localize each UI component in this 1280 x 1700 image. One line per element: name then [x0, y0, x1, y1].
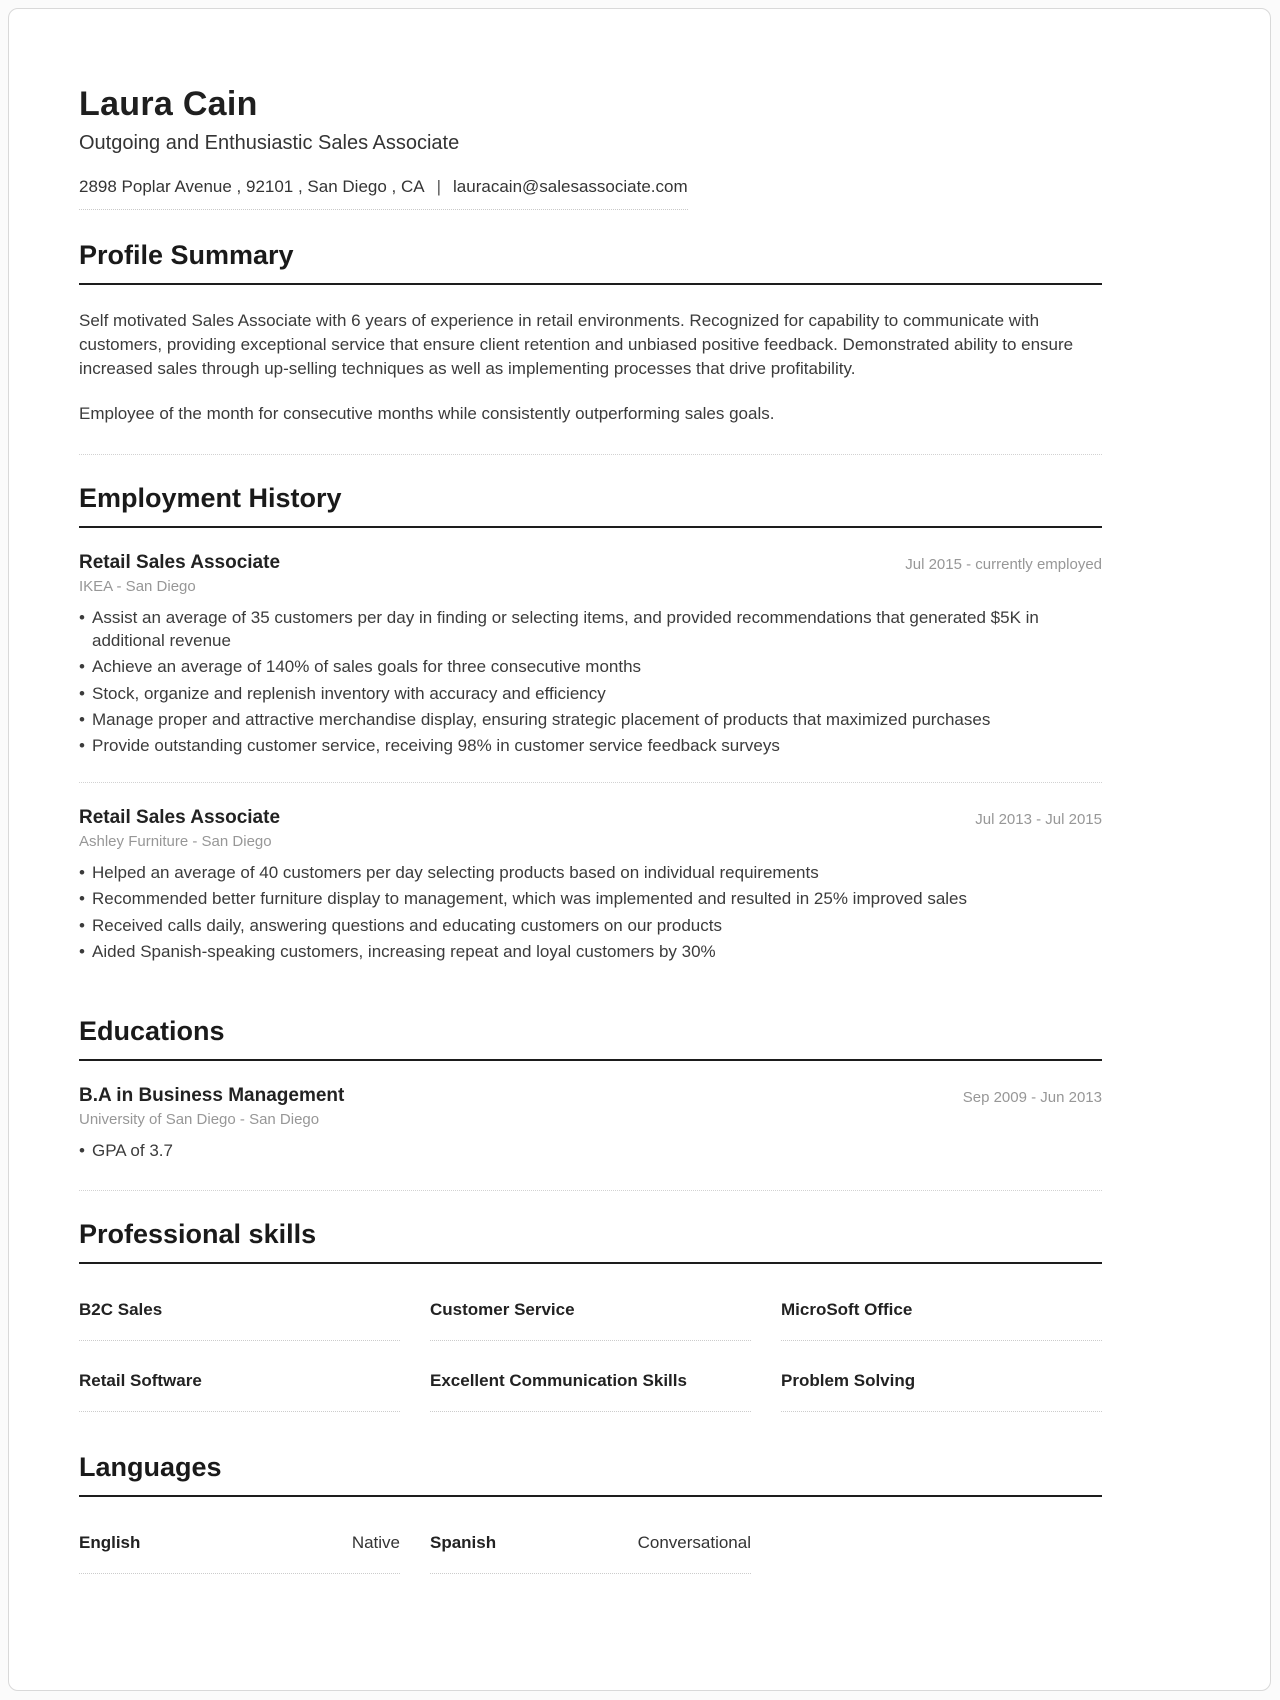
job-bullet: • Recommended better furniture display to management, which was implemented and resulted in 25% improved sales: [79, 888, 1102, 910]
education-bullet-list: [79, 1140, 1102, 1162]
person-job-title: Outgoing and Enthusiastic Sales Associate: [79, 132, 460, 154]
job-bullet: • Achieve an average of 140% of sales goals for three consecutive months: [79, 656, 1102, 678]
skill-item: Retail Software: [79, 1371, 400, 1412]
contact-separator: |: [436, 177, 442, 196]
skills-section: [79, 1219, 1102, 1412]
profile-summary-heading: Profile Summary: [79, 240, 1102, 285]
language-item: [79, 1533, 400, 1574]
entry-divider: [79, 782, 1102, 783]
education-section: [79, 1016, 1102, 1162]
job-bullet: • Manage proper and attractive merchandise display, ensuring strategic placement of products that maximized purchases: [79, 709, 1102, 731]
employment-history-section: [79, 483, 1102, 963]
job-bullet: • Assist an average of 35 customers per day in finding or selecting items, and provided recommendations that generated $5K in additional revenue: [79, 607, 1102, 652]
language-level: Conversational: [637, 1533, 751, 1552]
school-name: University of San Diego - San Diego: [79, 1110, 320, 1128]
education-header: [79, 1085, 1102, 1128]
job-dates: Jul 2013 - Jul 2015: [975, 810, 1102, 828]
education-dates: Sep 2009 - Jun 2013: [962, 1088, 1102, 1106]
resume-page: [8, 8, 1271, 1691]
job-bullet: • Received calls daily, answering questions and educating customers on our products: [79, 915, 1102, 937]
job-title: Retail Sales Associate: [79, 552, 281, 574]
job-bullet-list: [79, 607, 1102, 758]
skill-item: Customer Service: [430, 1300, 751, 1341]
skill-item: Problem Solving: [781, 1371, 1102, 1412]
job-bullet: • Stock, organize and replenish inventory with accuracy and efficiency: [79, 683, 1102, 705]
job-header: [79, 807, 1102, 850]
language-item: [430, 1533, 751, 1574]
job-company: Ashley Furniture - San Diego: [79, 832, 272, 850]
language-name: English: [79, 1533, 141, 1552]
job-header-left: [79, 552, 280, 595]
language-level: Native: [351, 1533, 400, 1552]
languages-grid: [79, 1533, 1102, 1574]
skill-item: B2C Sales: [79, 1300, 400, 1341]
job-dates: Jul 2015 - currently employed: [905, 556, 1102, 574]
employment-history-heading: Employment History: [79, 483, 1102, 528]
contact-line: [79, 177, 688, 210]
job-bullet: • Aided Spanish-speaking customers, increasing repeat and loyal customers by 30%: [79, 941, 1102, 963]
person-name: Laura Cain: [79, 85, 258, 123]
skill-item: MicroSoft Office: [781, 1300, 1102, 1341]
job-title: Retail Sales Associate: [79, 806, 281, 828]
profile-paragraph: Employee of the month for consecutive months while consistently outperforming sales goals.: [79, 404, 775, 424]
education-entry: [79, 1085, 1102, 1162]
education-heading: Educations: [79, 1016, 1102, 1061]
job-company: IKEA - San Diego: [79, 578, 196, 596]
job-header: [79, 552, 1102, 595]
language-name: Spanish: [430, 1533, 497, 1552]
job-entry: [79, 807, 1102, 964]
contact-email-link[interactable]: lauracain@salesassociate.com: [453, 177, 688, 196]
skills-heading: Professional skills: [79, 1219, 1102, 1264]
section-divider: [79, 1190, 1102, 1191]
section-divider: [79, 454, 1102, 455]
languages-section: [79, 1452, 1102, 1574]
job-bullet: • Helped an average of 40 customers per day selecting products based on individual requirements: [79, 862, 1102, 884]
degree-title: B.A in Business Management: [79, 1084, 345, 1106]
profile-summary-section: [79, 240, 1102, 426]
education-bullet: • GPA of 3.7: [79, 1140, 1102, 1162]
resume-header: [79, 85, 1102, 210]
job-bullet-list: [79, 862, 1102, 964]
languages-heading: Languages: [79, 1452, 1102, 1497]
job-header-left: [79, 807, 280, 850]
skills-grid: [79, 1300, 1102, 1412]
job-bullet: • Provide outstanding customer service, receiving 98% in customer service feedback surveys: [79, 735, 1102, 757]
language-item-empty: [781, 1533, 1102, 1574]
contact-location: 2898 Poplar Avenue , 92101 , San Diego , CA: [79, 177, 425, 196]
skill-item: Excellent Communication Skills: [430, 1371, 751, 1412]
education-header-left: [79, 1085, 344, 1128]
job-entry: [79, 552, 1102, 758]
profile-paragraph: Self motivated Sales Associate with 6 years of experience in retail environments. Recognized for capability to communicate with customers, providing exceptional service that ensure client retention and unbiased positive feedback. Demonstrated ability to ensure increased sales through up-selling techniques as well as implementing processes that drive profitability.: [79, 311, 1074, 378]
